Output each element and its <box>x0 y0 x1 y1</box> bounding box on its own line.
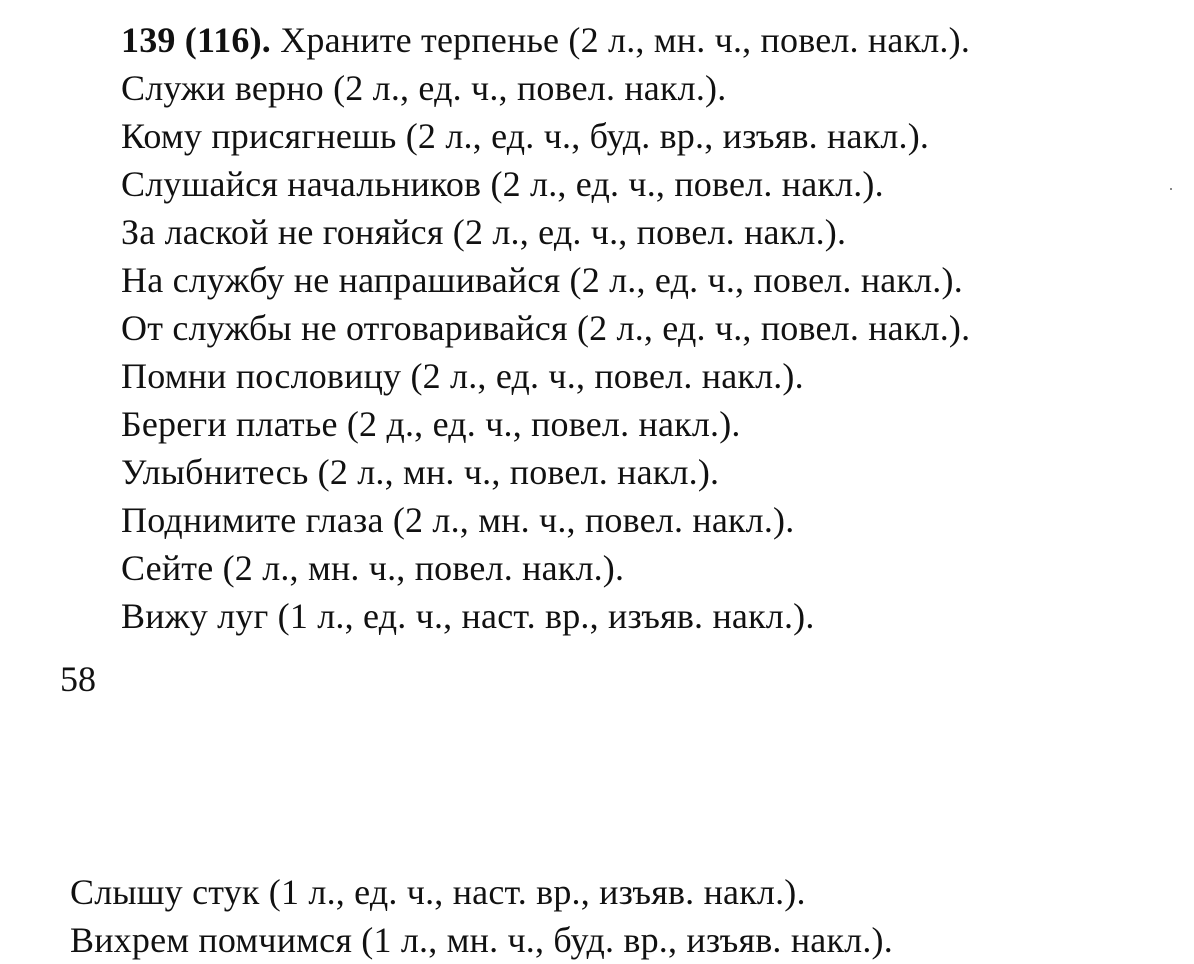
exercise-number: 139 (116). <box>121 20 271 60</box>
text-line: Поднимите глаза (2 л., мн. ч., повел. накл.). <box>121 500 795 540</box>
text-line: За лаской не гоняйся (2 л., ед. ч., повел. накл.). <box>121 212 847 252</box>
exercise-first-line <box>121 16 970 64</box>
text-line: На службу не напрашивайся (2 л., ед. ч., повел. накл.). <box>121 260 963 300</box>
exercise-first-line-text: Храните терпенье (2 л., мн. ч., повел. накл.). <box>271 20 971 60</box>
page-number: 58 <box>60 659 96 699</box>
scan-speck <box>1170 188 1172 190</box>
text-line: Слушайся начальников (2 л., ед. ч., повел. накл.). <box>121 164 884 204</box>
text-line: Вихрем помчимся (1 л., мн. ч., буд. вр., изъяв. накл.). <box>70 920 893 960</box>
text-line: Улыбнитесь (2 л., мн. ч., повел. накл.). <box>121 452 720 492</box>
next-page-block <box>70 868 893 964</box>
text-line: Сейте (2 л., мн. ч., повел. накл.). <box>121 548 625 588</box>
text-line: Береги платье (2 д., ед. ч., повел. накл.). <box>121 404 741 444</box>
text-line: Слышу стук (1 л., ед. ч., наст. вр., изъяв. накл.). <box>70 872 806 912</box>
text-line: Служи верно (2 л., ед. ч., повел. накл.). <box>121 68 727 108</box>
text-line: От службы не отговаривайся (2 л., ед. ч., повел. накл.). <box>121 308 971 348</box>
text-line: Помни пословицу (2 л., ед. ч., повел. накл.). <box>121 356 804 396</box>
text-line: Вижу луг (1 л., ед. ч., наст. вр., изъяв. накл.). <box>121 596 815 636</box>
exercise-block <box>121 16 970 640</box>
text-line: Кому присягнешь (2 л., ед. ч., буд. вр., изъяв. накл.). <box>121 116 930 156</box>
